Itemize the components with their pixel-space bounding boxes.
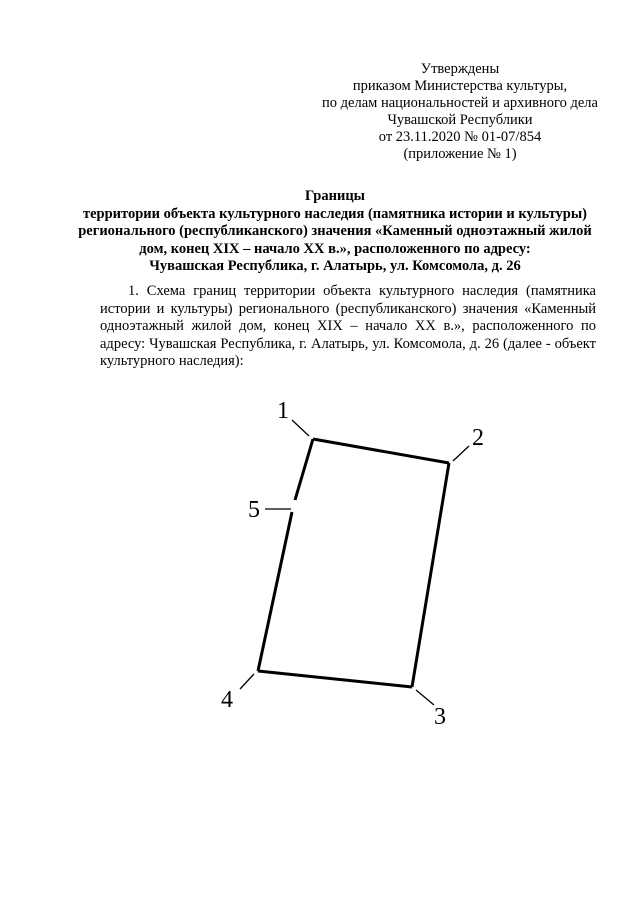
leader-line-1 [292,420,309,436]
title-line: Чувашская Республика, г. Алатырь, ул. Комсомола, д. 26 [149,258,521,274]
title-line: регионального (республиканского) значения «Каменный одноэтажный жилой [78,223,592,239]
approval-line: от 23.11.2020 № 01-07/854 [378,129,542,145]
point-label-4: 4 [221,687,233,713]
leader-line-4 [240,674,254,689]
boundary-edge-3-4 [258,671,412,687]
boundary-edge-2-3 [412,463,449,687]
title-line: территории объекта культурного наследия (памятника истории и культуры) [82,205,588,222]
approval-line: приказом Министерства культуры, [352,78,568,94]
leader-line-2 [453,446,469,461]
leader-line-3 [416,690,434,705]
boundary-edge-4-5 [258,512,292,671]
boundary-edge-1-2 [313,439,449,463]
approval-line: Чувашской Республики [387,112,533,128]
boundary-edge-5-1 [295,439,313,500]
point-label-2: 2 [472,425,484,451]
approval-line: по делам национальностей и архивного дела [322,95,598,111]
approval-line: (приложение № 1) [403,146,517,162]
point-label-3: 3 [434,704,446,730]
title-line: дом, конец XIX – начало XX в.», расположенного по адресу: [139,240,531,257]
point-label-5: 5 [248,497,260,523]
title-line: Границы [304,188,365,204]
point-label-1: 1 [277,398,289,424]
approval-line: Утверждены [420,61,500,77]
body-paragraph: 1. Схема границ территории объекта культурного наследия (памятника истории и культуры) регионального (республиканского) значения «Каменный одноэтажный жилой дом, конец XIX – начало XX в.», расположенного по адресу: Чувашская Республика, г. Алатырь, ул. Комсомола, д. 26 (далее - объект культурного наследия): [100,283,596,369]
